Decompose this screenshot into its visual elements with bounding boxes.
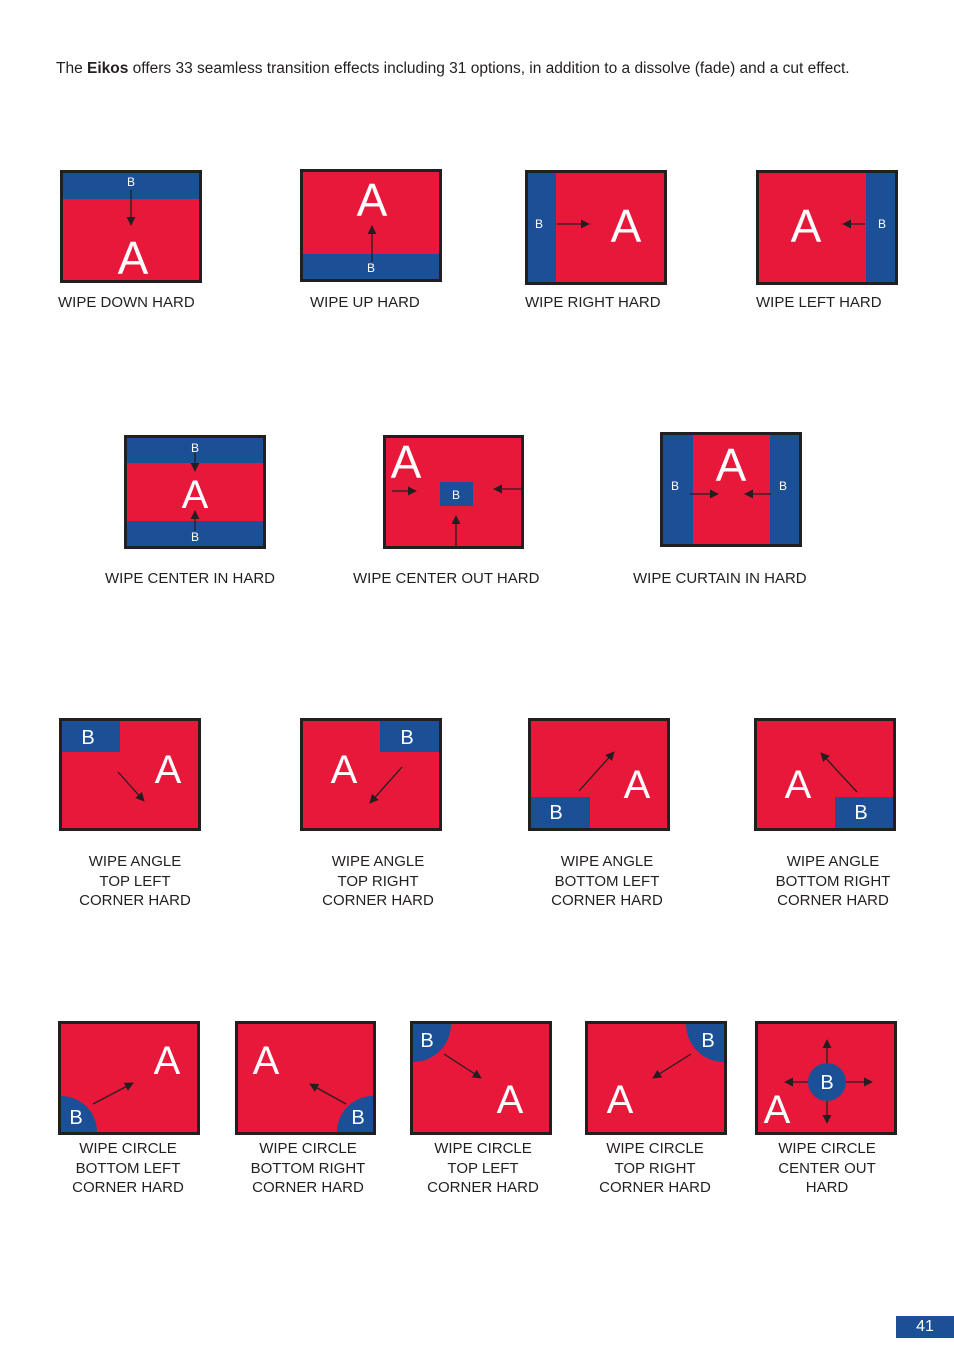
svg-text:A: A [623,763,651,807]
caption-wipe-center-in-hard: WIPE CENTER IN HARD [105,570,276,587]
svg-text:B: B [854,802,868,824]
caption-wipe-up-hard: WIPE UP HARD [310,294,420,311]
svg-text:B: B [81,727,95,749]
svg-text:B: B [670,479,680,493]
svg-text:B: B [126,175,136,189]
wipe-right-hard-diagram [525,170,667,285]
svg-text:A: A [610,200,642,252]
svg-text:A: A [496,1078,524,1122]
page-number: 41 [896,1316,954,1338]
wipe-angle-top-right-diagram [300,718,442,831]
svg-text:A: A [390,438,422,488]
caption-wipe-down-hard: WIPE DOWN HARD [58,294,195,311]
caption-wipe-angle-top-right: WIPE ANGLE TOP RIGHT CORNER HARD [322,853,434,909]
caption-wipe-circle-center-out: WIPE CIRCLE CENTER OUT HARD [778,1140,876,1196]
svg-text:B: B [877,217,887,231]
svg-text:B: B [420,1030,434,1052]
svg-text:B: B [778,479,788,493]
svg-text:A: A [606,1078,634,1122]
svg-text:B: B [534,217,544,231]
wipe-curtain-in-hard-diagram [660,432,802,547]
svg-text:A: A [715,439,747,491]
svg-text:A: A [784,763,812,807]
wipe-down-hard-diagram [60,170,202,283]
caption-wipe-circle-bottom-right: WIPE CIRCLE BOTTOM RIGHT CORNER HARD [250,1140,366,1196]
caption-wipe-right-hard: WIPE RIGHT HARD [525,294,661,311]
svg-text:B: B [351,1107,365,1129]
wipe-center-in-hard-diagram [124,435,266,549]
wipe-angle-top-left-diagram [59,718,201,831]
caption-wipe-circle-top-right: WIPE CIRCLE TOP RIGHT CORNER HARD [599,1140,711,1196]
svg-text:B: B [69,1107,83,1129]
svg-text:B: B [190,530,200,544]
svg-text:A: A [181,473,209,517]
wipe-center-out-hard-diagram [383,435,524,549]
caption-wipe-center-out-hard: WIPE CENTER OUT HARD [353,570,540,587]
wipe-circle-center-out-diagram [755,1021,897,1135]
intro-paragraph: The Eikos offers 33 seamless transition effects including 31 options, in addition to a dissolve (fade) and a cut effect. [56,60,850,77]
svg-text:A: A [790,200,822,252]
wipe-circle-bottom-left-diagram [58,1021,200,1135]
wipe-left-hard-diagram [756,170,898,285]
wipe-circle-top-right-diagram [585,1021,727,1135]
wipe-circle-top-left-diagram [410,1021,552,1135]
svg-text:B: B [400,727,414,749]
svg-text:B: B [701,1030,715,1052]
svg-text:A: A [153,1039,181,1083]
svg-text:B: B [549,802,563,824]
svg-text:B: B [190,441,200,455]
wipe-up-hard-diagram [300,169,442,282]
caption-wipe-circle-top-left: WIPE CIRCLE TOP LEFT CORNER HARD [427,1140,539,1196]
caption-wipe-circle-bottom-left: WIPE CIRCLE BOTTOM LEFT CORNER HARD [72,1140,184,1196]
svg-text:A: A [763,1088,791,1132]
caption-wipe-angle-top-left: WIPE ANGLE TOP LEFT CORNER HARD [79,853,191,909]
svg-text:A: A [117,232,149,280]
wipe-circle-bottom-right-diagram [235,1021,376,1135]
caption-wipe-angle-bottom-left: WIPE ANGLE BOTTOM LEFT CORNER HARD [551,853,663,909]
wipe-angle-bottom-right-diagram [754,718,896,831]
svg-text:B: B [820,1072,834,1094]
wipe-angle-bottom-left-diagram [528,718,670,831]
svg-text:A: A [356,174,388,226]
svg-text:B: B [451,488,461,502]
svg-text:A: A [252,1039,280,1083]
svg-text:A: A [330,748,358,792]
svg-text:B: B [366,261,376,275]
caption-wipe-angle-bottom-right: WIPE ANGLE BOTTOM RIGHT CORNER HARD [775,853,891,909]
caption-wipe-curtain-in-hard: WIPE CURTAIN IN HARD [633,570,807,587]
caption-wipe-left-hard: WIPE LEFT HARD [756,294,882,311]
svg-text:A: A [154,748,182,792]
brand-name: Eikos [87,60,129,77]
